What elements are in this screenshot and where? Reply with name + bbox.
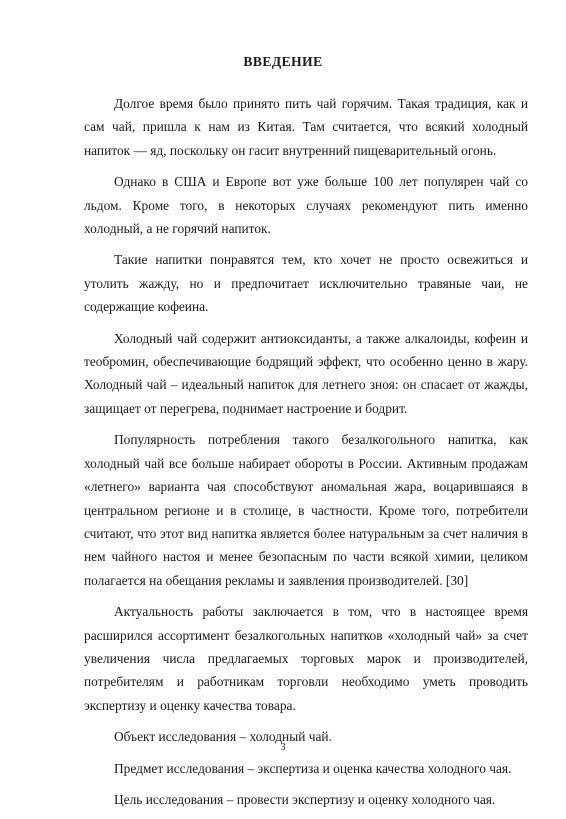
page-title: ВВЕДЕНИЕ (243, 54, 323, 69)
page-number: 3 (280, 742, 286, 753)
paragraph-6: Актуальность работы заключается в том, что в настоящее время расширился ассортимент безалкогольных напитков «холодный чай» за счет увеличения числа предлагаемых торговых марок и производителей, потребителям и работникам торговли необходимо уметь проводить экспертизу и оценку качества товара. (84, 604, 528, 713)
paragraph-1: Долгое время было принято пить чай горячим. Такая традиция, как и сам чай, пришла к нам из Китая. Там считается, что всякий холодный напиток — яд, поскольку он гасит внутренний пищеварительный огонь. (84, 96, 528, 158)
paragraph-7: Объект исследования – холодный чай. (114, 729, 332, 745)
paragraph-4: Холодный чай содержит антиоксиданты, а также алкалоиды, кофеин и теобромин, обеспечивающие бодрящий эффект, что особенно ценно в жару. Холодный чай – идеальный напиток для летнего зноя: он спасает от жажды, защищает от перегрева, поднимает настроение и бодрит. (84, 330, 528, 416)
paragraph-5: Популярность потребления такого безалкогольного напитка, как холодный чай все больше набирает обороты в России. Активным продажам «летнего» варианта чая способствуют аномальная жара, воцарившаяся в центральном регионе и в столице, в частности. Кроме того, потребители считают, что этот вид напитка является более натуральным за счет наличия в нем чайного настоя и менее безопасным по части всякой химии, целиком полагается на обещания рекламы и заявления производителей. [30] (84, 432, 528, 588)
paragraph-3: Такие напитки понравятся тем, кто хочет не просто освежиться и утолить жажду, но и предпочитает исключительно травяные чаи, не содержащие кофеина. (84, 252, 528, 315)
paragraph-2: Однако в США и Европе вот уже больше 100 лет популярен чай со льдом. Кроме того, в некоторых случаях рекомендуют пить именно холодный, а не горячий напиток. (84, 174, 528, 237)
paragraph-8: Предмет исследования – экспертиза и оценка качества холодного чая. (114, 760, 512, 776)
body-text (84, 92, 528, 819)
paragraph-9: Цель исследования – провести экспертизу и оценку холодного чая. (114, 791, 496, 807)
